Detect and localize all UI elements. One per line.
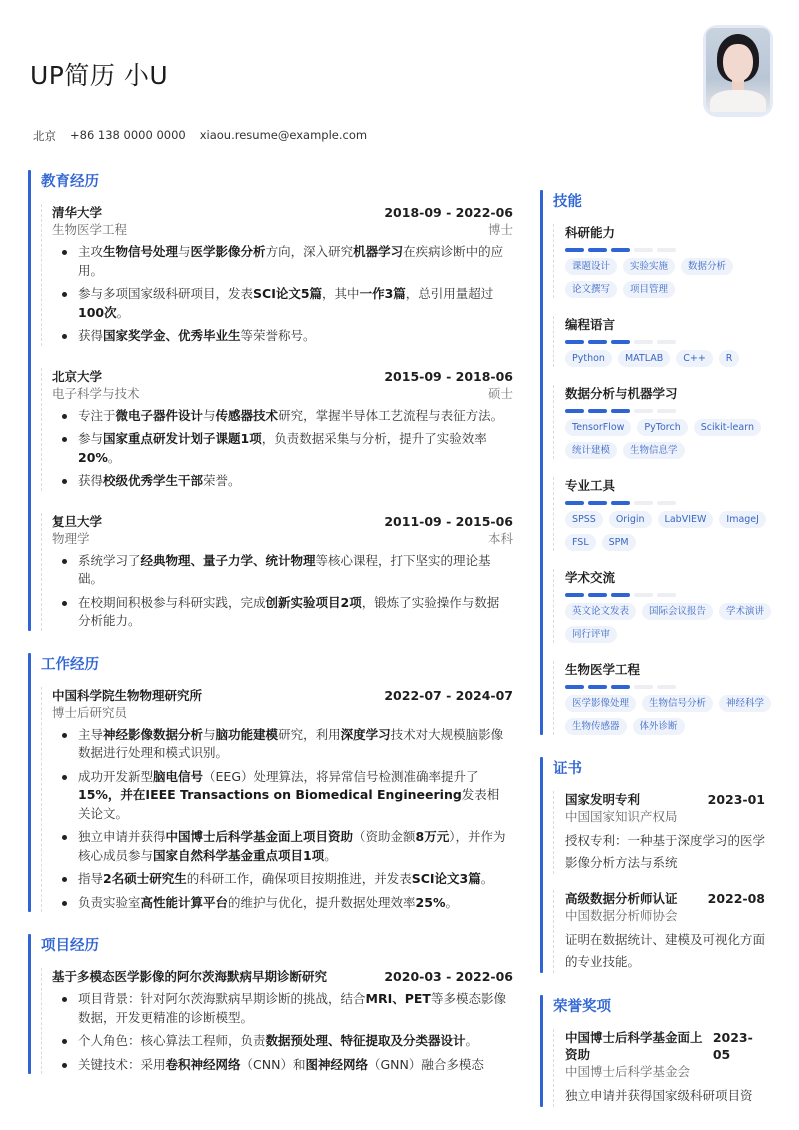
bullet-text: 主攻 xyxy=(78,244,104,259)
skill-tag: R xyxy=(719,350,740,367)
skill-tags xyxy=(565,350,775,367)
project-name: 基于多模态医学影像的阿尔茨海默病早期诊断研究 xyxy=(52,969,328,984)
contact-city: 北京 xyxy=(33,129,56,143)
avatar-photo xyxy=(706,28,770,112)
bullet-item xyxy=(52,894,513,913)
level-segment xyxy=(657,593,676,597)
skill-level-indicator xyxy=(565,501,775,505)
skill-tag: 国际会议报告 xyxy=(642,603,713,620)
highlight-text: MRI、PET xyxy=(365,991,431,1006)
skill-category: 数据分析与机器学习 xyxy=(565,386,678,401)
highlight-text: 国家奖学金、优秀毕业生 xyxy=(103,328,241,343)
skill-tag: C++ xyxy=(676,350,713,367)
highlight-text: 25% xyxy=(415,894,446,910)
bullet-item xyxy=(52,327,513,346)
section-title: 技能 xyxy=(553,194,582,210)
skill-tag: 生物信号分析 xyxy=(642,695,713,712)
bullet-text: 关键技术：采用 xyxy=(78,1056,166,1072)
skill-tag: 数据分析 xyxy=(681,258,733,275)
bullet-text: 主导 xyxy=(78,726,104,742)
skill-tag: ImageJ xyxy=(719,511,766,528)
level-segment xyxy=(588,593,607,597)
level-segment xyxy=(565,409,584,413)
bullet-text: 指导 xyxy=(78,871,104,886)
bullet-text: 技术对大规模脑影像数据进行处理和模式识别。 xyxy=(78,726,504,760)
level-segment xyxy=(588,340,607,344)
highlight-text: 一作3篇 xyxy=(359,286,406,301)
bullet-text: 获得 xyxy=(78,473,104,488)
education-list xyxy=(41,204,513,631)
bullet-text: （CNN）和 xyxy=(240,1056,306,1072)
level-segment xyxy=(565,248,584,252)
work-list xyxy=(41,687,513,913)
description: 证明在数据统计、建模及可视化方面的专业技能。 xyxy=(565,932,766,969)
skill-tag: 体外诊断 xyxy=(633,718,685,735)
bullet-text: 等核心课程，打下坚实的理论基础。 xyxy=(78,552,491,586)
bullet-text: 参与 xyxy=(78,431,104,446)
level-segment xyxy=(611,501,630,505)
highlight-text: 高性能计算平台 xyxy=(140,894,229,910)
bullet-text: 等荣誉称号。 xyxy=(240,328,316,343)
bullet-list xyxy=(52,243,513,346)
skill-tag: MATLAB xyxy=(618,350,670,367)
highlight-text: 国家自然科学基金重点项目1项 xyxy=(153,847,325,863)
bullet-text: ，负责数据采集与分析，提升了实验效率 xyxy=(261,431,487,446)
highlight-text: 机器学习 xyxy=(353,244,404,259)
job-role: 博士后研究员 xyxy=(52,704,128,720)
education-entry xyxy=(41,513,513,631)
bullet-text: （GNN）融合多模态 xyxy=(367,1056,484,1072)
level-segment xyxy=(588,409,607,413)
bullet-list xyxy=(52,407,513,491)
bullet-text: 独立申请并获得 xyxy=(78,829,166,844)
level-segment xyxy=(657,340,676,344)
bullet-text: 项目背景：针对阿尔茨海默病早期诊断的挑战，结合 xyxy=(78,991,366,1006)
level-segment xyxy=(611,248,630,252)
level-segment xyxy=(565,685,584,689)
skill-level-indicator xyxy=(565,593,775,597)
date-range: 2020-03 - 2022-06 xyxy=(384,969,513,984)
skill-category: 专业工具 xyxy=(565,478,616,493)
skill-group xyxy=(553,316,775,367)
highlight-text: 微电子器件设计 xyxy=(115,407,204,423)
level-segment xyxy=(565,501,584,505)
project-entry xyxy=(41,968,513,1074)
date: 2023-01 xyxy=(707,792,765,807)
bullet-item xyxy=(52,285,513,322)
bullet-text: （EEG）处理算法，将异常信号检测准确率提升了 xyxy=(203,768,479,784)
highlight-text: 中国博士后科学基金面上项目资助 xyxy=(165,829,354,844)
highlight-text: 经典物理、量子力学、统计物理 xyxy=(140,552,316,568)
bullet-text: 负责实验室 xyxy=(78,894,141,910)
bullet-text: 发表相关论文。 xyxy=(78,787,500,821)
skill-tag: Python xyxy=(565,350,612,367)
bullet-text: 。 xyxy=(116,304,130,320)
section-title: 项目经历 xyxy=(41,938,99,954)
bullet-text: 获得 xyxy=(78,328,104,343)
bullet-item xyxy=(52,472,513,491)
bullet-list xyxy=(52,726,513,913)
level-segment xyxy=(588,248,607,252)
section-work xyxy=(28,653,513,913)
highlight-text: 传感器技术 xyxy=(215,407,279,423)
highlight-text: 8万元 xyxy=(415,829,450,844)
level-segment xyxy=(657,501,676,505)
highlight-text: 数据预处理、特征提取及分类器设计 xyxy=(265,1033,466,1048)
highlight-text: 脑功能建模 xyxy=(215,726,279,742)
level-segment xyxy=(634,501,653,505)
organization-name: 中国科学院生物物理研究所 xyxy=(52,687,203,703)
bullet-text: 等多模态影像数据，开发更精准的诊断模型。 xyxy=(78,991,506,1025)
bullet-text: ，锻炼了实验操作与数据分析能力。 xyxy=(78,594,500,628)
skill-tag: PyTorch xyxy=(637,419,687,436)
skill-tag: 论文撰写 xyxy=(565,281,617,298)
skill-level-indicator xyxy=(565,248,775,252)
highlight-text: 卷积神经网络 xyxy=(165,1056,241,1072)
section-skills xyxy=(540,190,775,735)
bullet-item xyxy=(52,726,513,763)
highlight-text: 100次 xyxy=(78,304,117,320)
highlight-text: 国家重点研发计划子课题1项 xyxy=(103,431,262,446)
issuing-organization: 中国数据分析师协会 xyxy=(565,908,678,923)
certificate-entry-title: 高级数据分析师认证 xyxy=(565,891,678,906)
skill-group xyxy=(553,477,775,551)
skill-tag: LabVIEW xyxy=(658,511,714,528)
bullet-text: 。 xyxy=(480,871,494,886)
level-segment xyxy=(657,248,676,252)
skill-tag: 统计建模 xyxy=(565,442,617,459)
skill-group xyxy=(553,569,775,643)
skill-tag: 神经科学 xyxy=(719,695,771,712)
bullet-text: 的科研工作，确保项目按期推进，并发表 xyxy=(186,871,412,886)
skill-category: 编程语言 xyxy=(565,317,616,332)
school-name: 北京大学 xyxy=(52,368,103,384)
bullet-text: ，其中 xyxy=(322,286,360,301)
bullet-text: 专注于 xyxy=(78,407,116,423)
bullet-text: ），并作为核心成员参与 xyxy=(78,829,506,863)
level-segment xyxy=(611,593,630,597)
bullet-text: 。 xyxy=(465,1033,479,1048)
skill-tag: Scikit-learn xyxy=(694,419,761,436)
bullet-text: 研究，利用 xyxy=(278,726,341,742)
project-list xyxy=(41,968,513,1074)
avatar xyxy=(703,25,773,117)
highlight-text: 2名硕士研究生 xyxy=(103,871,187,886)
bullet-text: 研究，掌握半导体工艺流程与表征方法。 xyxy=(278,407,504,423)
issuing-organization: 中国国家知识产权局 xyxy=(565,809,678,824)
skill-list xyxy=(553,224,775,735)
date-range: 2015-09 - 2018-06 xyxy=(384,368,513,384)
skill-tag: SPM xyxy=(602,534,636,551)
skill-group xyxy=(553,385,775,459)
level-segment xyxy=(657,685,676,689)
bullet-item xyxy=(52,407,513,426)
bullet-item xyxy=(52,430,513,467)
level-segment xyxy=(634,593,653,597)
bullet-text: 与 xyxy=(178,244,191,259)
skill-category: 科研能力 xyxy=(565,225,616,240)
level-segment xyxy=(634,685,653,689)
section-education xyxy=(28,170,513,631)
certificate-list xyxy=(553,791,775,973)
highlight-text: 校级优秀学生干部 xyxy=(103,473,204,488)
work-entry xyxy=(41,687,513,913)
highlight-text: 神经影像数据分析 xyxy=(103,726,204,742)
date-range: 2022-07 - 2024-07 xyxy=(384,687,513,703)
bullet-item xyxy=(52,243,513,280)
degree: 博士 xyxy=(487,222,513,237)
bullet-text: 成功开发新型 xyxy=(78,768,154,784)
bullet-text: 与 xyxy=(203,726,216,742)
bullet-item xyxy=(52,594,513,631)
section-certificates xyxy=(540,757,775,973)
education-entry xyxy=(41,368,513,491)
level-segment xyxy=(588,685,607,689)
level-segment xyxy=(657,409,676,413)
bullet-list xyxy=(52,552,513,631)
highlight-text: 创新实验项目2项 xyxy=(265,594,362,610)
skill-tags xyxy=(565,695,775,735)
level-segment xyxy=(565,340,584,344)
award-entry xyxy=(553,1029,775,1107)
bullet-text: 的维护与优化，提升数据处理效率 xyxy=(228,894,416,910)
date-range: 2018-09 - 2022-06 xyxy=(384,205,513,220)
description: 授权专利：一种基于深度学习的医学影像分析方法与系统 xyxy=(565,833,766,870)
contact-email: xiaou.resume@example.com xyxy=(199,128,368,142)
skill-tag: 生物传感器 xyxy=(565,718,627,735)
section-title: 教育经历 xyxy=(41,174,99,190)
section-projects xyxy=(28,934,513,1074)
education-entry xyxy=(41,204,513,346)
bullet-item xyxy=(52,1032,513,1051)
side-column xyxy=(540,190,775,1129)
degree: 硕士 xyxy=(487,385,513,401)
bullet-text: 与 xyxy=(203,407,216,423)
bullet-text: 在疾病诊断中的应用。 xyxy=(78,244,504,278)
date: 2022-08 xyxy=(707,891,765,906)
certificate-entry xyxy=(553,890,775,973)
contact-info xyxy=(33,128,367,144)
level-segment xyxy=(634,248,653,252)
highlight-text: 20% xyxy=(78,449,108,465)
level-segment xyxy=(611,685,630,689)
skill-tags xyxy=(565,419,775,459)
skill-level-indicator xyxy=(565,409,775,413)
highlight-text: 15%，并在IEEE Transactions on Biomedical Engineering xyxy=(78,787,462,802)
major: 生物医学工程 xyxy=(52,222,128,237)
bullet-text: 。 xyxy=(107,449,121,465)
bullet-item xyxy=(52,828,513,865)
bullet-item xyxy=(52,1056,513,1075)
certificate-entry-title: 国家发明专利 xyxy=(565,792,641,807)
skill-level-indicator xyxy=(565,340,775,344)
bullet-text: 在校期间积极参与科研实践，完成 xyxy=(78,594,266,610)
highlight-text: 图神经网络 xyxy=(305,1056,368,1072)
bullet-text: 参与多项国家级科研项目，发表 xyxy=(78,286,254,301)
bullet-list xyxy=(52,990,513,1074)
main-column xyxy=(28,170,513,1096)
resume-header xyxy=(0,0,799,160)
major: 电子科学与技术 xyxy=(52,385,140,401)
bullet-text: 。 xyxy=(324,847,337,863)
skill-tag: 英文论文发表 xyxy=(565,603,636,620)
highlight-text: 医学影像分析 xyxy=(190,244,266,259)
bullet-item xyxy=(52,990,513,1027)
date: 2023-05 xyxy=(712,1030,753,1062)
skill-tag: 实验实施 xyxy=(623,258,675,275)
skill-group xyxy=(553,224,775,298)
date-range: 2011-09 - 2015-06 xyxy=(384,513,513,529)
bullet-text: 荣誉。 xyxy=(203,473,241,488)
skill-tags xyxy=(565,603,775,643)
bullet-text: （资助金额 xyxy=(353,829,416,844)
skill-tags xyxy=(565,511,775,551)
school-name: 清华大学 xyxy=(52,205,103,220)
highlight-text: 深度学习 xyxy=(340,726,391,742)
highlight-text: 生物信号处理 xyxy=(103,244,179,259)
section-title: 工作经历 xyxy=(41,656,99,673)
skill-tag: FSL xyxy=(565,534,596,551)
highlight-text: SCI论文5篇 xyxy=(253,286,323,301)
skill-tag: 学术演讲 xyxy=(719,603,771,620)
skill-category: 生物医学工程 xyxy=(565,662,641,677)
skill-tag: 项目管理 xyxy=(623,281,675,298)
level-segment xyxy=(611,409,630,413)
skill-tags xyxy=(565,258,775,298)
bullet-item xyxy=(52,870,513,889)
skill-group xyxy=(553,661,775,735)
degree: 本科 xyxy=(487,530,513,546)
level-segment xyxy=(565,593,584,597)
skill-tag: 课题设计 xyxy=(565,258,617,275)
school-name: 复旦大学 xyxy=(52,513,103,529)
section-title: 荣誉奖项 xyxy=(553,999,611,1015)
section-title: 证书 xyxy=(553,761,582,777)
level-segment xyxy=(588,501,607,505)
level-segment xyxy=(634,409,653,413)
candidate-name: UP简历 小U xyxy=(30,61,169,90)
level-segment xyxy=(611,340,630,344)
level-segment xyxy=(634,340,653,344)
highlight-text: SCI论文3篇 xyxy=(411,871,481,886)
skill-tag: SPSS xyxy=(565,511,603,528)
bullet-item xyxy=(52,552,513,589)
major: 物理学 xyxy=(52,530,90,546)
skill-tag: Origin xyxy=(609,511,652,528)
bullet-text: 个人角色：核心算法工程师，负责 xyxy=(78,1033,266,1048)
award-list xyxy=(553,1029,775,1107)
skill-tag: 医学影像处理 xyxy=(565,695,636,712)
bullet-text: 方向，深入研究 xyxy=(265,244,354,259)
contact-phone: +86 138 0000 0000 xyxy=(70,128,186,142)
award-entry-title: 中国博士后科学基金面上资助 xyxy=(565,1030,703,1062)
bullet-text: ，总引用量超过 xyxy=(405,286,494,301)
issuing-organization: 中国博士后科学基金会 xyxy=(565,1064,691,1079)
skill-level-indicator xyxy=(565,685,775,689)
skill-tag: 同行评审 xyxy=(565,626,617,643)
bullet-text: 。 xyxy=(445,894,458,910)
certificate-entry xyxy=(553,791,775,874)
bullet-text: 系统学习了 xyxy=(78,552,141,568)
description: 独立申请并获得国家级科研项目资 xyxy=(565,1088,753,1103)
skill-tag: 生物信息学 xyxy=(623,442,685,459)
section-awards xyxy=(540,995,775,1107)
skill-category: 学术交流 xyxy=(565,570,616,585)
highlight-text: 脑电信号 xyxy=(153,768,204,784)
bullet-item xyxy=(52,768,513,824)
skill-tag: TensorFlow xyxy=(565,419,631,436)
